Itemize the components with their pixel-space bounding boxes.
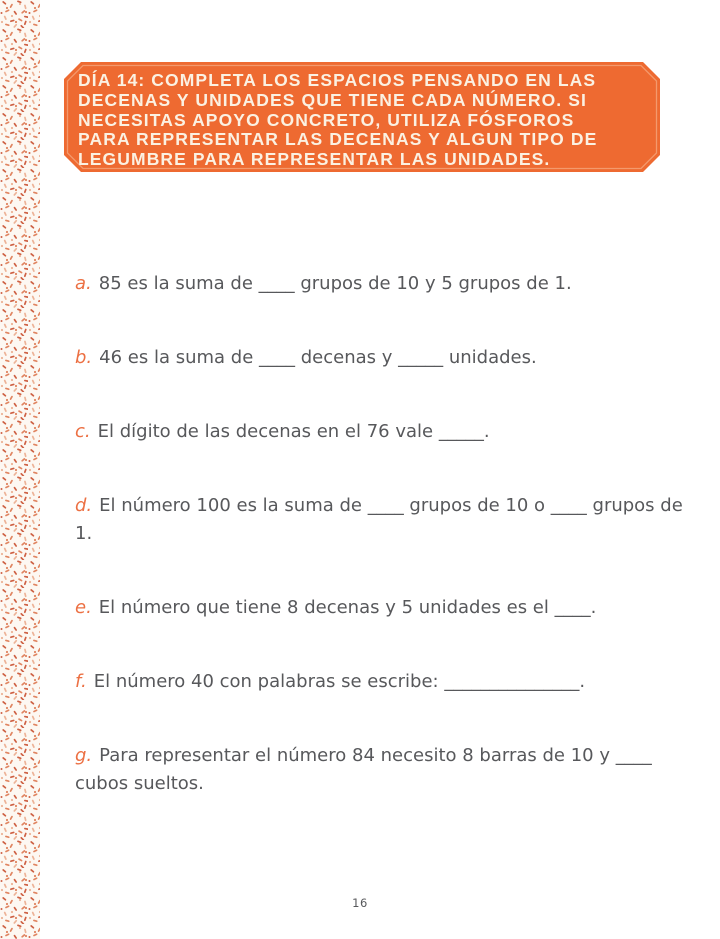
question-label: g. [75, 745, 93, 766]
question-item-g [75, 742, 687, 798]
question-text: El número 40 con palabras se escribe: _______________. [93, 671, 586, 692]
banner-line: PARA REPRESENTAR LAS DECENAS Y ALGUN TIPO DE [78, 129, 598, 150]
question-text: El número que tiene 8 decenas y 5 unidades es el ____. [98, 597, 597, 618]
question-label: e. [75, 597, 92, 618]
banner-line: LEGUMBRE PARA REPRESENTAR LAS UNIDADES. [78, 149, 551, 170]
question-item-b [75, 344, 687, 372]
question-label: c. [75, 421, 91, 442]
page-number: 16 [352, 896, 368, 910]
question-text: El dígito de las decenas en el 76 vale _____. [97, 421, 490, 442]
banner-line: DECENAS Y UNIDADES QUE TIENE CADA NÚMERO. SI [78, 89, 587, 110]
question-item-e [75, 594, 687, 622]
question-item-a [75, 270, 687, 298]
question-item-d [75, 492, 687, 548]
decorative-speckle-border [0, 0, 40, 939]
question-item-f [75, 668, 687, 696]
banner-line: NECESITAS APOYO CONCRETO, UTILIZA FÓSFOROS [78, 109, 575, 130]
banner-line: DÍA 14: COMPLETA LOS ESPACIOS PENSANDO EN LAS [78, 70, 597, 90]
question-list [75, 270, 687, 844]
question-label: a. [75, 273, 92, 294]
question-text: 46 es la suma de ____ decenas y _____ unidades. [99, 347, 537, 368]
question-label: b. [75, 347, 93, 368]
question-item-c [75, 418, 687, 446]
header-banner [64, 62, 660, 172]
question-text: El número 100 es la suma de ____ grupos de 10 o ____ grupos de 1. [75, 495, 683, 544]
question-text: 85 es la suma de ____ grupos de 10 y 5 grupos de 1. [98, 273, 572, 294]
banner-text [64, 62, 660, 170]
question-text: Para representar el número 84 necesito 8 barras de 10 y ____ cubos sueltos. [75, 745, 652, 794]
question-label: d. [75, 495, 93, 516]
question-label: f. [75, 671, 87, 692]
